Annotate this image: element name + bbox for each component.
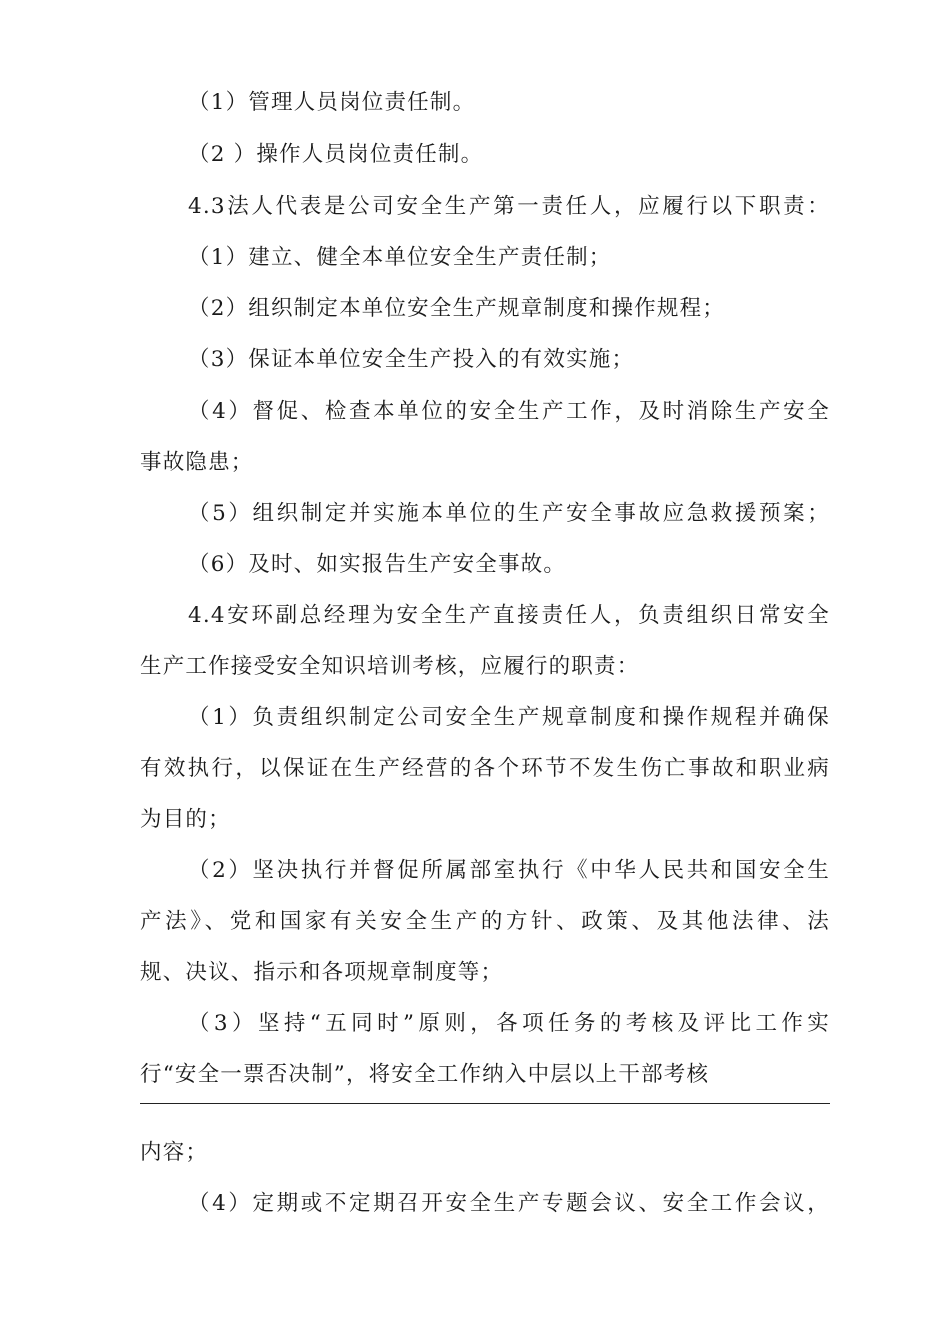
text-line: （6）及时、如实报告生产安全事故。 (188, 552, 567, 577)
text-line: （2）组织制定本单位安全生产规章制度和操作规程； (188, 296, 725, 321)
text-line: （4）督促、检查本单位的安全生产工作，及时消除生产安全 (188, 399, 830, 424)
text-line: （3）保证本单位安全生产投入的有效实施； (188, 347, 635, 372)
text-line: 生产工作接受安全知识培训考核，应履行的职责： (140, 654, 640, 679)
text-line: 内容； (140, 1140, 209, 1165)
text-line: （1）管理人员岗位责任制。 (188, 90, 476, 115)
text-line: （1）负责组织制定公司安全生产规章制度和操作规程并确保 (188, 705, 830, 730)
text-line: （5）组织制定并实施本单位的生产安全事故应急救援预案； (188, 501, 830, 526)
text-line: （2 ）操作人员岗位责任制。 (188, 142, 484, 167)
text-line: 有效执行，以保证在生产经营的各个环节不发生伤亡事故和职业病 (140, 756, 830, 781)
text-line: （1）建立、健全本单位安全生产责任制； (188, 245, 612, 270)
text-line: 4.4安环副总经理为安全生产直接责任人，负责组织日常安全 (188, 603, 830, 628)
page-divider (140, 1103, 830, 1104)
text-line: 4.3法人代表是公司安全生产第一责任人，应履行以下职责： (188, 194, 830, 219)
text-line: （4）定期或不定期召开安全生产专题会议、安全工作会议， (188, 1191, 830, 1216)
text-line: 行“安全一票否决制”，将安全工作纳入中层以上干部考核 (140, 1062, 710, 1087)
text-line: 规、决议、指示和各项规章制度等； (140, 960, 504, 985)
text-line: 事故隐患； (140, 450, 254, 475)
text-line: 产法》、党和国家有关安全生产的方针、政策、及其他法律、法 (140, 909, 830, 934)
text-line: 为目的； (140, 807, 231, 832)
text-line: （2）坚决执行并督促所属部室执行《中华人民共和国安全生 (188, 858, 830, 883)
text-line: （3）坚持“五同时”原则，各项任务的考核及评比工作实 (188, 1011, 830, 1036)
